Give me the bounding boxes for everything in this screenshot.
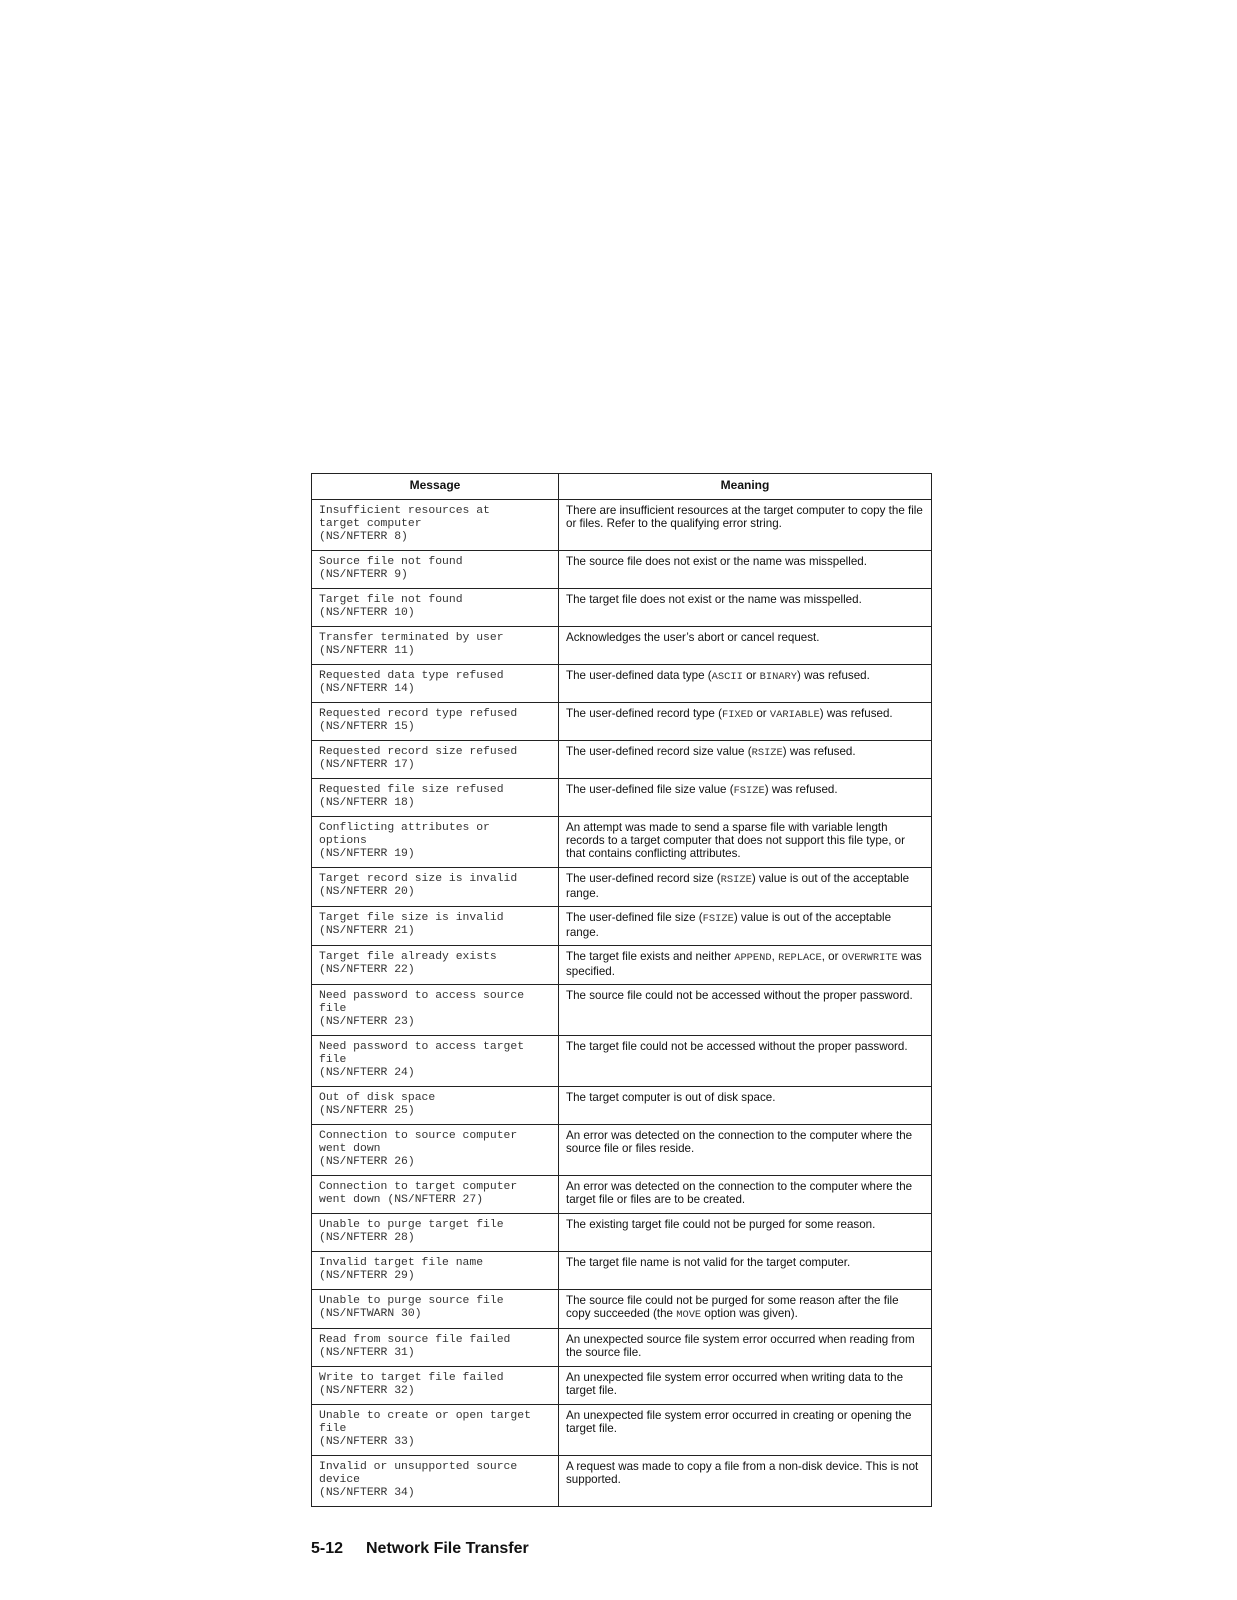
meaning-cell <box>559 1456 932 1507</box>
table-row <box>312 946 932 985</box>
meaning-text: ) was refused. <box>764 783 838 796</box>
message-cell: Requested file size refused (NS/NFTERR 18) <box>312 779 559 817</box>
message-cell: Requested record type refused (NS/NFTERR 15) <box>312 703 559 741</box>
meaning-text: ) was refused. <box>819 707 893 720</box>
meaning-cell <box>559 817 932 868</box>
meaning-cell <box>559 1125 932 1176</box>
meaning-cell <box>559 1329 932 1367</box>
table-row <box>312 985 932 1036</box>
meaning-text: The source file could not be purged for some reason after the file copy succeeded (the <box>566 1294 899 1320</box>
meaning-cell <box>559 1367 932 1405</box>
meaning-text: , or <box>821 950 842 963</box>
message-cell: Unable to purge target file (NS/NFTERR 28) <box>312 1214 559 1252</box>
meaning-text: A request was made to copy a file from a non-disk device. This is not supported. <box>566 1460 919 1486</box>
table-row <box>312 627 932 665</box>
message-cell: Insufficient resources at target computer (NS/NFTERR 8) <box>312 500 559 551</box>
inline-code: ASCII <box>711 671 743 683</box>
meaning-text: ) was refused. <box>782 745 856 758</box>
meaning-cell <box>559 868 932 907</box>
meaning-text: option was given). <box>701 1307 798 1320</box>
inline-code: FSIZE <box>702 913 734 925</box>
meaning-cell <box>559 589 932 627</box>
meaning-text: The user-defined data type ( <box>566 669 712 682</box>
meaning-text: , <box>771 950 779 963</box>
meaning-text: An unexpected file system error occurred when writing data to the target file. <box>566 1371 904 1397</box>
table-row <box>312 1214 932 1252</box>
table-row <box>312 1036 932 1087</box>
message-cell: Invalid or unsupported source device (NS/NFTERR 34) <box>312 1456 559 1507</box>
meaning-text: Acknowledges the user’s abort or cancel request. <box>566 631 820 644</box>
meaning-text: ) was refused. <box>797 669 870 682</box>
table-row <box>312 868 932 907</box>
meaning-cell <box>559 551 932 589</box>
message-cell: Write to target file failed (NS/NFTERR 32) <box>312 1367 559 1405</box>
table-row <box>312 1367 932 1405</box>
meaning-text: was specified. <box>566 950 922 978</box>
message-cell: Need password to access target file (NS/NFTERR 24) <box>312 1036 559 1087</box>
meaning-text: ) value is out of the acceptable range. <box>566 911 892 939</box>
inline-code: RSIZE <box>751 747 783 759</box>
meaning-text: The target file name is not valid for the target computer. <box>566 1256 851 1269</box>
table-row <box>312 1329 932 1367</box>
message-cell: Source file not found (NS/NFTERR 9) <box>312 551 559 589</box>
meaning-text: The source file does not exist or the name was misspelled. <box>566 555 867 568</box>
message-cell: Connection to source computer went down (NS/NFTERR 26) <box>312 1125 559 1176</box>
meaning-text: An attempt was made to send a sparse file with variable length records to a target computer that does not support this file type, or that contains conflicting attributes. <box>566 821 905 860</box>
table-row <box>312 1125 932 1176</box>
table-row <box>312 779 932 817</box>
message-cell: Invalid target file name (NS/NFTERR 29) <box>312 1252 559 1290</box>
column-header-meaning: Meaning <box>559 474 932 500</box>
table-row <box>312 1456 932 1507</box>
message-cell: Unable to purge source file (NS/NFTWARN 30) <box>312 1290 559 1329</box>
message-cell: Requested record size refused (NS/NFTERR 17) <box>312 741 559 779</box>
inline-code: REPLACE <box>778 952 822 964</box>
table-row <box>312 551 932 589</box>
page-number: 5-12 <box>311 1540 344 1557</box>
meaning-cell <box>559 1252 932 1290</box>
meaning-text: The user-defined record size ( <box>566 872 721 885</box>
meaning-cell <box>559 665 932 703</box>
meaning-text: The source file could not be accessed without the proper password. <box>566 989 913 1002</box>
chapter-title: Network File Transfer <box>366 1540 529 1557</box>
inline-code: FSIZE <box>733 785 765 797</box>
meaning-text: ) value is out of the acceptable range. <box>566 872 910 900</box>
message-cell: Connection to target computer went down (NS/NFTERR 27) <box>312 1176 559 1214</box>
message-cell: Read from source file failed (NS/NFTERR 31) <box>312 1329 559 1367</box>
inline-code: MOVE <box>676 1309 702 1321</box>
message-cell: Need password to access source file (NS/NFTERR 23) <box>312 985 559 1036</box>
meaning-cell <box>559 1176 932 1214</box>
inline-code: BINARY <box>759 671 798 683</box>
table-row <box>312 1290 932 1329</box>
inline-code: VARIABLE <box>769 709 820 721</box>
table-body <box>312 500 932 1507</box>
message-cell: Target file size is invalid (NS/NFTERR 21) <box>312 907 559 946</box>
meaning-cell <box>559 627 932 665</box>
meaning-text: The user-defined file size value ( <box>566 783 734 796</box>
meaning-cell <box>559 1087 932 1125</box>
meaning-cell <box>559 1214 932 1252</box>
inline-code: APPEND <box>734 952 772 964</box>
meaning-cell <box>559 703 932 741</box>
meaning-cell <box>559 741 932 779</box>
column-header-message: Message <box>312 474 559 500</box>
table-row <box>312 1087 932 1125</box>
table-row <box>312 500 932 551</box>
table-row <box>312 703 932 741</box>
table-row <box>312 665 932 703</box>
table-row <box>312 907 932 946</box>
meaning-text: The user-defined record type ( <box>566 707 722 720</box>
meaning-cell <box>559 779 932 817</box>
meaning-text: The target file exists and neither <box>566 950 735 963</box>
meaning-cell <box>559 946 932 985</box>
meaning-cell <box>559 1036 932 1087</box>
message-cell: Conflicting attributes or options (NS/NFTERR 19) <box>312 817 559 868</box>
meaning-cell <box>559 500 932 551</box>
inline-code: RSIZE <box>720 874 752 886</box>
table-row <box>312 1252 932 1290</box>
meaning-text: The target file could not be accessed without the proper password. <box>566 1040 908 1053</box>
message-cell: Target record size is invalid (NS/NFTERR 20) <box>312 868 559 907</box>
meaning-text: The target file does not exist or the name was misspelled. <box>566 593 862 606</box>
inline-code: OVERWRITE <box>841 952 898 964</box>
page-footer <box>311 1540 529 1558</box>
message-cell: Target file already exists (NS/NFTERR 22) <box>312 946 559 985</box>
meaning-text: An unexpected source file system error occurred when reading from the source file. <box>566 1333 915 1359</box>
meaning-text: An unexpected file system error occurred in creating or opening the target file. <box>566 1409 912 1435</box>
message-cell: Out of disk space (NS/NFTERR 25) <box>312 1087 559 1125</box>
message-cell: Transfer terminated by user (NS/NFTERR 11) <box>312 627 559 665</box>
meaning-cell <box>559 985 932 1036</box>
table-row <box>312 1405 932 1456</box>
meaning-text: or <box>753 707 770 720</box>
meaning-text: The user-defined file size ( <box>566 911 703 924</box>
inline-code: FIXED <box>721 709 754 721</box>
error-message-table <box>311 473 932 1507</box>
table-row <box>312 817 932 868</box>
meaning-text: An error was detected on the connection to the computer where the target file or files are to be created. <box>566 1180 913 1206</box>
meaning-cell <box>559 907 932 946</box>
meaning-text: There are insufficient resources at the target computer to copy the file or files. Refer to the qualifying error string. <box>566 504 923 530</box>
meaning-text: The existing target file could not be purged for some reason. <box>566 1218 876 1231</box>
meaning-text: or <box>742 669 760 682</box>
meaning-cell <box>559 1405 932 1456</box>
table-row <box>312 741 932 779</box>
meaning-cell <box>559 1290 932 1329</box>
meaning-text: An error was detected on the connection to the computer where the source file or files reside. <box>566 1129 913 1155</box>
table-header-row <box>312 474 932 500</box>
message-cell: Target file not found (NS/NFTERR 10) <box>312 589 559 627</box>
message-cell: Requested data type refused (NS/NFTERR 14) <box>312 665 559 703</box>
meaning-text: The user-defined record size value ( <box>566 745 752 758</box>
message-cell: Unable to create or open target file (NS/NFTERR 33) <box>312 1405 559 1456</box>
table-row <box>312 589 932 627</box>
table-row <box>312 1176 932 1214</box>
meaning-text: The target computer is out of disk space. <box>566 1091 776 1104</box>
